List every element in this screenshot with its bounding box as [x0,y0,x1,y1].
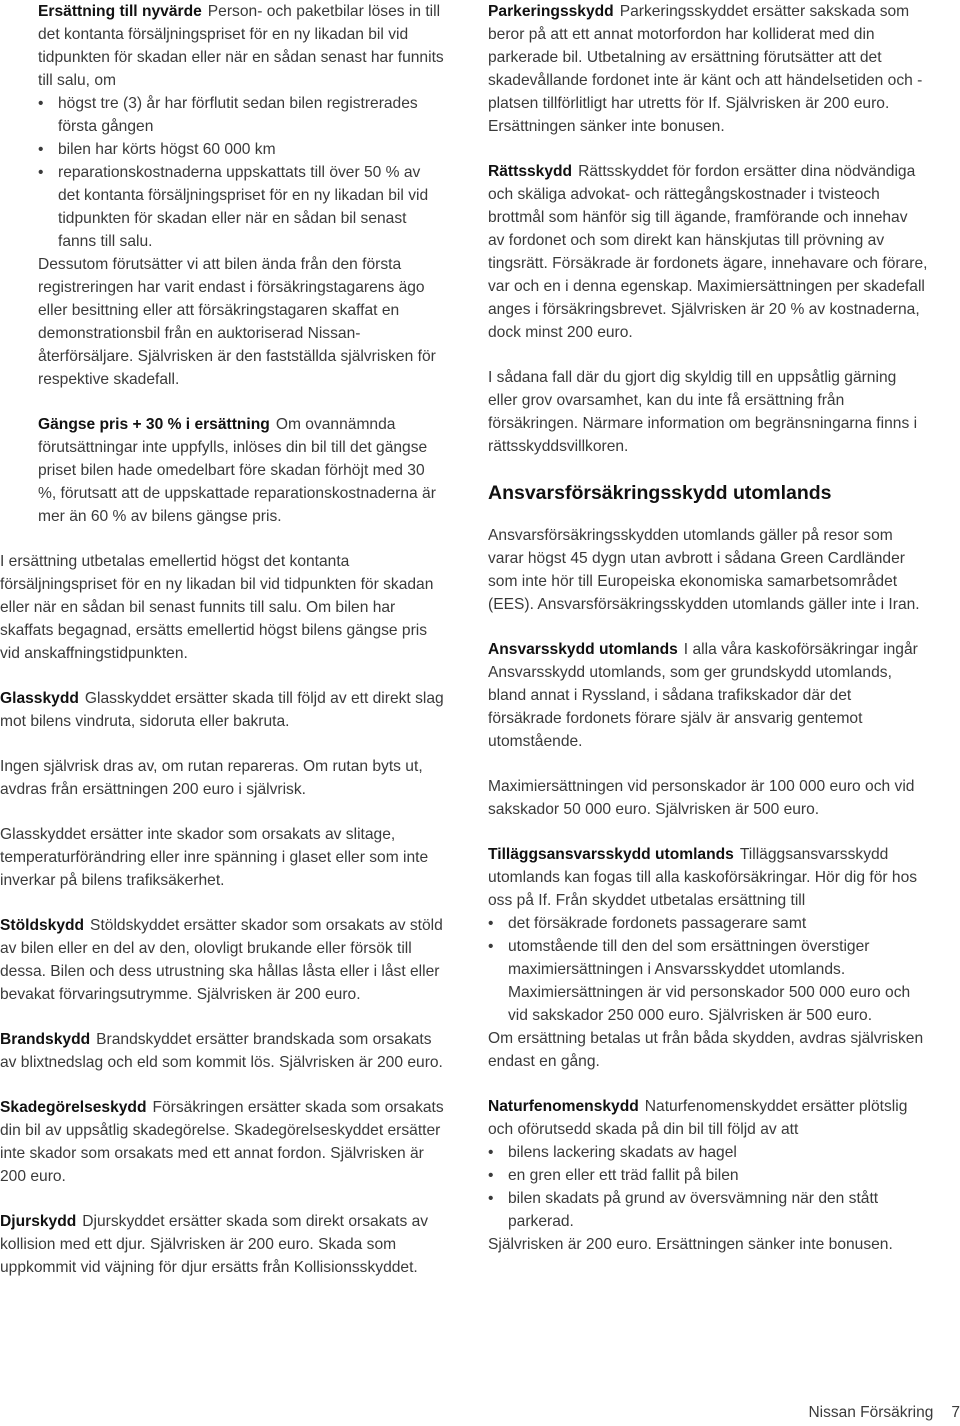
tillaggsansvarsskydd-block [488,843,928,1027]
glasskydd-text: Glasskyddet ersätter skada till följd av ett direkt slag mot bilens vindruta, sidoruta eller bakruta. [0,690,444,730]
djurskydd-paragraph [0,1210,444,1279]
naturfenomenskydd-title: Naturfenomenskydd [488,1098,639,1115]
stoldskydd-paragraph [0,914,444,1006]
parkeringsskydd-text: Parkeringsskyddet ersätter sakskada som beror på att ett annat motorfordon har kolliderat med din parkerade bil. Utbetalning av ersättning förutsätter att det skadevållande fordonet inte är känt och att händelsetiden och -platsen tillförlitligt har utretts för If. Självrisken är 200 euro. Ersättningen sänker inte bonusen. [488,3,923,135]
parkeringsskydd-paragraph [488,0,928,138]
naturfenomenskydd-text: Naturfenomenskyddet ersätter plötslig och oförutsedd skada på din bil till följd av att [488,1098,908,1138]
sjalvrisk-paragraph: Självrisken är 200 euro. Ersättningen sänker inte bonusen. [488,1236,893,1253]
tillaggsansvarsskydd-text: Tilläggsansvarsskydd utomlands kan fogas till alla kaskoförsäkringar. Hör dig för hos oss på If. Från skyddet utbetalas ersättning till [488,846,918,909]
rattsskydd-paragraph [488,160,928,344]
glasskydd-title: Glasskydd [0,690,79,707]
skadegorelseskydd-paragraph [0,1096,444,1188]
brandskydd-paragraph [0,1028,444,1074]
list-item: • bilens lackering skadats av hagel [488,1141,928,1164]
tillaggsansvarsskydd-title: Tilläggsansvarsskydd utomlands [488,846,734,863]
list-item: • en gren eller ett träd fallit på bilen [488,1164,928,1187]
section-heading: Ansvarsförsäkringsskydd utomlands [488,482,832,504]
ersattning-bullet-list [38,92,444,253]
list-item: • bilen skadats på grund av översvämning när den stått parkerad. [488,1187,928,1233]
dessutom-paragraph: Dessutom förutsätter vi att bilen ända från den första registreringen har varit endast i försäkringstagarens ägo eller besittning eller att försäkringstagaren skaffat en demonstrationsbil från en auktoriserad Nissan-återförsäljare. Självrisken är den fastställda självrisken för respektive skadefall. [38,256,436,388]
page-number: 7 [951,1404,960,1421]
rattsskydd-text: Rättsskyddet för fordon ersätter dina nödvändiga och skäliga advokat- och rättegångskostnader i tvisteoch brottmål som hänför sig till ägande, framförande och innehav av fordonet och som direkt kan hänskjutas till prövning av tingsrätt. Försäkrade är fordonets ägare, innehavare och förare, var och en i denna egenskap. Maximiersättningen per skadefall anges i försäkringsbrevet. Självrisken är 20 % av kostnaderna, dock minst 200 euro. [488,163,928,341]
skadegorelseskydd-title: Skadegörelseskydd [0,1099,147,1116]
brandskydd-title: Brandskydd [0,1031,91,1048]
parkeringsskydd-title: Parkeringsskydd [488,3,614,20]
rattsskydd-title: Rättsskydd [488,163,573,180]
gangse-pris-paragraph [38,413,444,528]
tillagg-bullet-list [488,912,928,1027]
ansvarsskydd-paragraph [488,638,928,753]
rattsskydd-paragraph-2: I sådana fall där du gjort dig skyldig till en uppsåtlig gärning eller grov ovarsamhet, kan du inte få ersättning från försäkringen. Närmare information om begränsningarna finns i rättsskyddsvillkoren. [488,369,918,455]
ersattning-nyvarde-text: Person- och paketbilar löses in till det kontanta försäljningspriset för en ny likadan bil vid tidpunkten för skadan eller när en sådan senast har funnits till salu, om [38,3,444,89]
stoldskydd-title: Stöldskydd [0,917,85,934]
ansvarsskydd-title: Ansvarsskydd utomlands [488,641,678,658]
list-item: • utomstående till den del som ersättningen överstiger maximiersättningen i Ansvarsskyddet utomlands. Maximiersättningen är vid personskador 500 000 euro och vid sakskador 250 000 euro. Självrisken är 500 euro. [488,935,928,1027]
om-ersattning-paragraph: Om ersättning betalas ut från båda skydden, avdras självrisken endast en gång. [488,1030,924,1070]
list-item: • det försäkrade fordonets passagerare samt [488,912,928,935]
glasskydd-paragraph [0,687,444,733]
gangse-pris-title: Gängse pris + 30 % i ersättning [38,416,270,433]
naturfenomen-bullet-list [488,1141,928,1233]
naturfenomenskydd-block [488,1095,928,1233]
footer-brand: Nissan Försäkring [808,1404,934,1421]
ersattning-utbetalas-paragraph: I ersättning utbetalas emellertid högst det kontanta försäljningspriset för en ny likadan bil vid tidpunkten för skadan eller när en sådan bil senast funnits till salu. Om bilen har skaffats begagnad, ersätts emellertid högst bilens gängse pris vid anskaffningstidpunkten. [0,553,434,662]
ansvars-paragraph: Ansvarsförsäkringsskydden utomlands gäller på resor som varar högst 45 dygn utan avbrott i sådana Green Cardländer som inte hör till Europeiska ekonomiska samarbetsområdet (EES). Ansvarsförsäkringsskydden utomlands gäller inte i Iran. [488,527,920,613]
djurskydd-title: Djurskydd [0,1213,77,1230]
maximiersattning-paragraph: Maximiersättningen vid personskador är 100 000 euro och vid sakskador 50 000 euro. Självrisken är 500 euro. [488,778,915,818]
brandskydd-text: Brandskyddet ersätter brandskada som orsakats av blixtnedslag och eld som kommit lös. Självrisken är 200 euro. [0,1031,443,1071]
ersattning-nyvarde-block [0,0,444,528]
glasskydd-paragraph-3: Glasskyddet ersätter inte skador som orsakats av slitage, temperaturförändring eller inre spänning i glaset eller som inte inverkar på bilens trafiksäkerhet. [0,826,429,889]
list-item: • högst tre (3) år har förflutit sedan bilen registrerades första gången [38,92,444,138]
list-item: • reparationskostnaderna uppskattats till över 50 % av det kontanta försäljningspriset för en ny likadan bil vid tidpunkten för skadan eller när en sådan bil senast fanns till salu. [38,161,444,253]
glasskydd-paragraph-2: Ingen självrisk dras av, om rutan repareras. Om rutan byts ut, avdras från ersättningen 200 euro i självrisk. [0,758,423,798]
list-item: • bilen har körts högst 60 000 km [38,138,444,161]
page-footer [808,1401,960,1424]
left-column [0,0,444,1301]
ansvarsskydd-text: I alla våra kaskoförsäkringar ingår Ansvarsskydd utomlands, som ger grundskydd utomlands, bland annat i Ryssland, i sådana trafikskador där det försäkrade fordonets förare själv är ansvarig gentemot utomstående. [488,641,918,750]
right-column [488,0,928,1278]
ersattning-nyvarde-title: Ersättning till nyvärde [38,3,202,20]
djurskydd-text: Djurskyddet ersätter skada som direkt orsakats av kollision med ett djur. Självrisken är 200 euro. Skada som uppkommit vid väjning för djur ersätts från Kollisionsskyddet. [0,1213,429,1276]
skadegorelseskydd-text: Försäkringen ersätter skada som orsakats din bil av uppsåtlig skadegörelse. Skadegörelseskyddet ersätter inte skador som orsakats med ett annat fordon. Självrisken är 200 euro. [0,1099,444,1185]
gangse-pris-text: Om ovannämnda förutsättningar inte uppfylls, inlöses din bil till det gängse priset bilen hade omedelbart före skadan förhöjt med 30 %, förutsatt att de uppskattade reparationskostnaderna är mer än 60 % av bilens gängse pris. [38,416,436,525]
stoldskydd-text: Stöldskyddet ersätter skador som orsakats av stöld av bilen eller en del av den, olovligt brukande eller försök till dessa. Bilen och dess utrustning ska hållas låsta eller i låst eller bevakat förvaringsutrymme. Självrisken är 200 euro. [0,917,443,1003]
